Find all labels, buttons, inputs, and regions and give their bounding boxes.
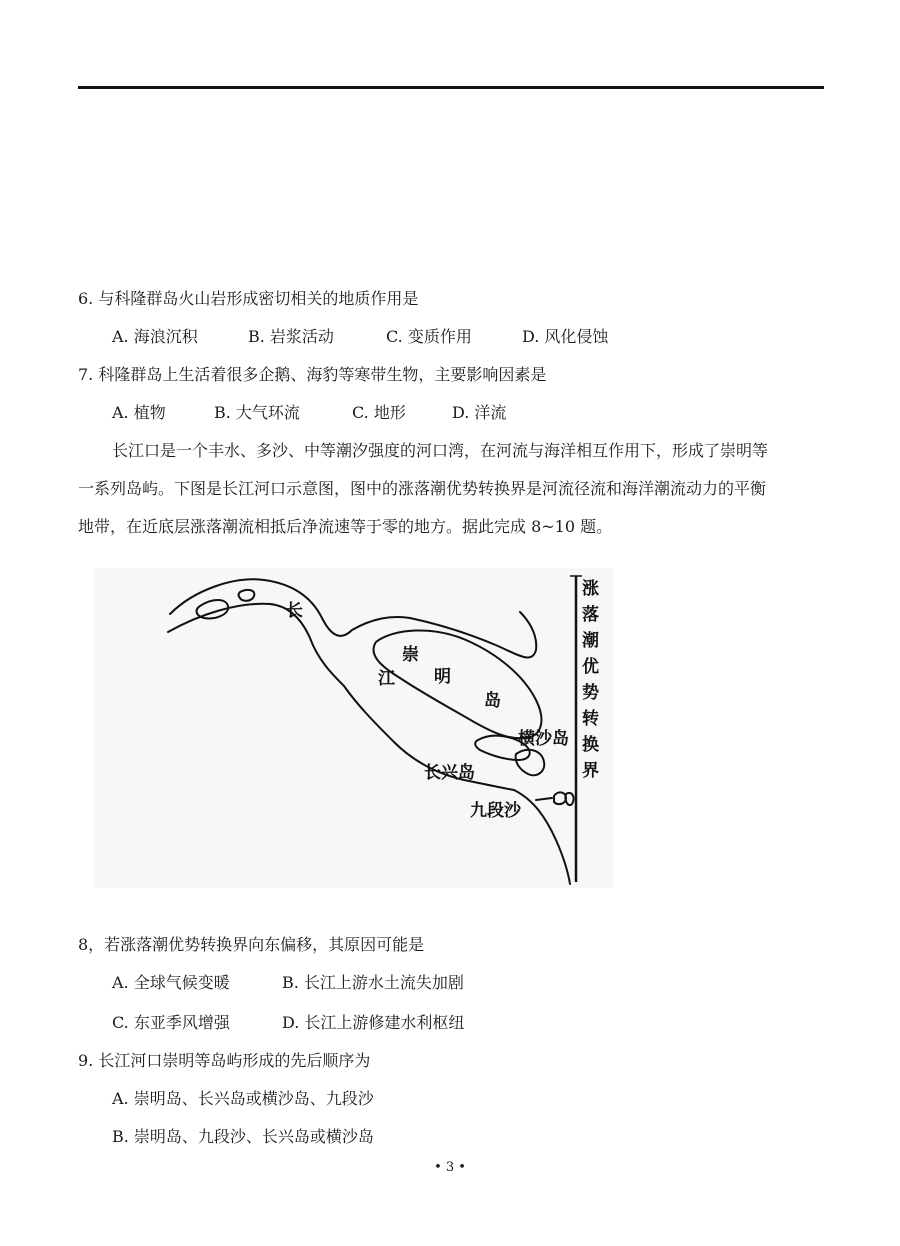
passage bbox=[78, 440, 826, 538]
label-hengsha: 横沙岛 bbox=[518, 729, 569, 749]
passage-line-2: 一系列岛屿。下图是长江河口示意图，图中的涨落潮优势转换界是河流径流和海洋潮流动力的平衡 bbox=[78, 479, 767, 498]
yangtze-estuary-map bbox=[94, 568, 614, 888]
q7-option-d: D. 洋流 bbox=[452, 403, 507, 422]
passage-line-1: 长江口是一个丰水、多沙、中等潮汐强度的河口湾，在河流与海洋相互作用下，形成了崇明等 bbox=[112, 441, 769, 460]
question-6-stem: 6. 与科隆群岛火山岩形成密切相关的地质作用是 bbox=[78, 289, 419, 308]
boundary-char-2: 落 bbox=[582, 605, 599, 625]
question-7-stem: 7. 科隆群岛上生活着很多企鹅、海豹等寒带生物，主要影响因素是 bbox=[78, 365, 547, 384]
boundary-char-7: 换 bbox=[582, 735, 599, 755]
boundary-char-8: 界 bbox=[582, 761, 599, 781]
label-jiuduan: 九段沙 bbox=[470, 801, 521, 821]
q8-option-d: D. 长江上游修建水利枢纽 bbox=[282, 1013, 465, 1032]
header-rule bbox=[78, 86, 824, 89]
boundary-char-6: 转 bbox=[582, 709, 599, 729]
label-chongming-2: 明 bbox=[434, 667, 451, 687]
label-chang: 长 bbox=[286, 601, 303, 621]
map-svg bbox=[94, 568, 614, 888]
q8-option-a: A. 全球气候变暖 bbox=[112, 973, 230, 992]
question-8-stem: 8，若涨落潮优势转换界向东偏移，其原因可能是 bbox=[78, 935, 425, 954]
q6-option-b: B. 岩浆活动 bbox=[248, 327, 334, 346]
q7-option-a: A. 植物 bbox=[112, 403, 166, 422]
label-changxing: 长兴岛 bbox=[424, 763, 475, 783]
q7-option-c: C. 地形 bbox=[352, 403, 406, 422]
q9-option-a: A. 崇明岛、长兴岛或横沙岛、九段沙 bbox=[112, 1089, 374, 1108]
q7-option-b: B. 大气环流 bbox=[214, 403, 300, 422]
page-number: • 3 • bbox=[434, 1160, 466, 1175]
boundary-char-4: 优 bbox=[582, 657, 599, 677]
q8-option-c: C. 东亚季风增强 bbox=[112, 1013, 230, 1032]
boundary-char-3: 潮 bbox=[582, 631, 599, 651]
label-jiang: 江 bbox=[378, 669, 395, 689]
q6-option-c: C. 变质作用 bbox=[386, 327, 472, 346]
q8-option-b: B. 长江上游水土流失加剧 bbox=[282, 973, 464, 992]
boundary-char-1: 涨 bbox=[582, 579, 599, 599]
question-9-stem: 9. 长江河口崇明等岛屿形成的先后顺序为 bbox=[78, 1051, 371, 1070]
passage-line-3: 地带，在近底层涨落潮流相抵后净流速等于零的地方。据此完成 8~10 题。 bbox=[78, 517, 613, 536]
q9-option-b: B. 崇明岛、九段沙、长兴岛或横沙岛 bbox=[112, 1127, 374, 1146]
label-chongming-1: 崇 bbox=[402, 645, 419, 665]
boundary-char-5: 势 bbox=[582, 683, 599, 703]
label-chongming-3: 岛 bbox=[484, 691, 501, 711]
q6-option-a: A. 海浪沉积 bbox=[112, 327, 198, 346]
q6-option-d: D. 风化侵蚀 bbox=[522, 327, 609, 346]
